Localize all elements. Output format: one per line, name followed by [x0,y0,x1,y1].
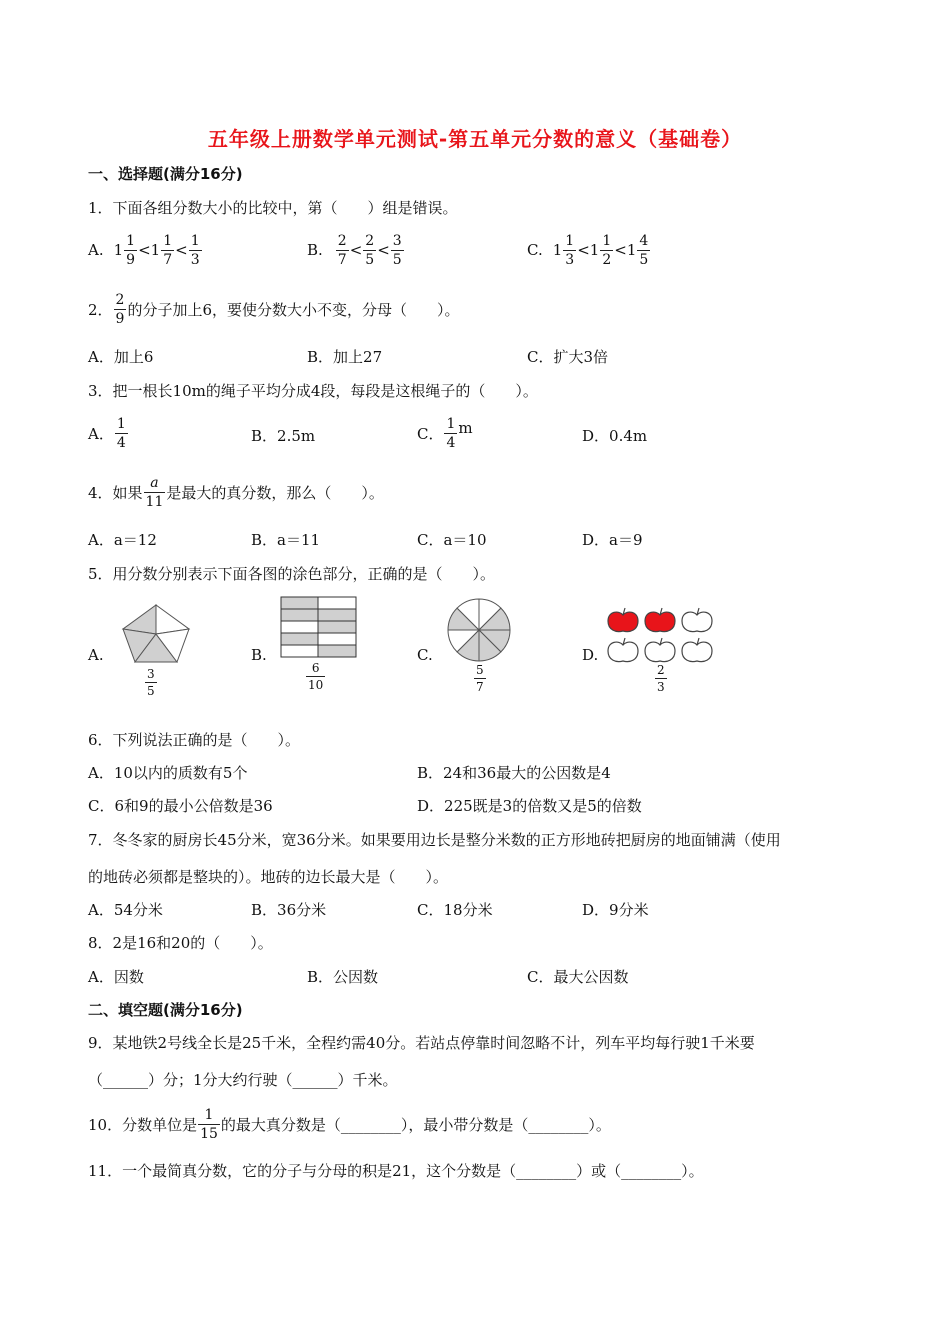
q6-option-a[interactable]: A．10以内的质数有5个 [88,764,248,782]
q5-option-b-label[interactable]: B. [251,646,267,664]
mixed-fraction: 1 $\frac{1}{7}$ [150,232,173,268]
q3-option-c[interactable]: C． $\frac{1}{4}$ m [417,415,473,451]
question-7-line-1: 7．冬冬家的厨房长45分米，宽36分米。如果要用边长是整分米数的正方形地砖把厨房的地面铺满（使用 [88,831,781,849]
circle-figure [446,597,512,663]
option-label: C. [527,241,543,259]
grid-cell-shaded [281,609,318,621]
less-than-sign: < [175,241,188,259]
grid-rectangle-figure [280,596,358,660]
q8-option-c[interactable]: C．最大公因数 [527,968,629,986]
q6-option-c[interactable]: C．6和9的最小公倍数是36 [88,797,273,815]
question-9-line-2[interactable]: （______）分；1分大约行驶（______）千米。 [88,1071,398,1089]
grid-cell-shaded [281,633,318,645]
q8-option-a[interactable]: A．因数 [88,968,144,986]
q2-option-a[interactable]: A．加上6 [88,348,154,366]
q5-option-a-label[interactable]: A. [88,646,104,664]
fraction: $\frac{1}{3}$ [190,232,200,268]
q4-option-c[interactable]: C．a＝10 [417,531,487,549]
fraction: $\frac{3}{5}$ [392,232,402,268]
q2-option-b[interactable]: B．加上27 [307,348,383,366]
page-title: 五年级上册数学单元测试-第五单元分数的意义（基础卷） [207,127,743,151]
q6-option-d[interactable]: D．225既是3的倍数又是5的倍数 [417,797,642,815]
fraction: $\frac{2}{7}$ [337,232,347,268]
question-4-stem: 4．如果 $\frac{a}{11}$ 是最大的真分数，那么（ ）。 [88,474,384,510]
q3-option-a[interactable]: A． $\frac{1}{4}$ [88,415,126,451]
q3-option-b[interactable]: B．2.5m [251,427,316,445]
mixed-fraction: 1 $\frac{1}{3}$ [552,232,575,268]
grid-cell [281,621,318,633]
mixed-fraction: 1 $\frac{4}{5}$ [626,232,649,268]
q5-option-c-label[interactable]: C. [417,646,433,664]
q2-option-c[interactable]: C．扩大3倍 [527,348,609,366]
option-label: B. [307,241,323,259]
fraction: $\frac{1}{4}$ [116,415,126,451]
question-8-stem: 8．2是16和20的（ ）。 [88,934,273,952]
less-than-sign: < [614,241,627,259]
section-heading-fill: 二、填空题(满分16分) [88,1001,243,1019]
q5-c-fraction: $\frac{5}{7}$ [476,663,484,694]
fraction: $\frac{2}{5}$ [365,232,375,268]
q8-option-b[interactable]: B．公因数 [307,968,379,986]
q1-option-a[interactable] [88,230,203,270]
apples-figure [606,604,718,666]
q7-option-d[interactable]: D．9分米 [582,901,649,919]
grid-cell-shaded [318,621,356,633]
q7-option-c[interactable]: C．18分米 [417,901,493,919]
option-label: A. [88,241,104,259]
q4-option-a[interactable]: A．a＝12 [88,531,157,549]
mixed-fraction: 1 $\frac{1}{9}$ [113,232,136,268]
grid-cell-shaded [318,609,356,621]
section-heading-choice: 一、选择题(满分16分) [88,165,243,183]
question-5-stem: 5．用分数分别表示下面各图的涂色部分，正确的是（ ）。 [88,565,496,583]
question-6-stem: 6．下列说法正确的是（ ）。 [88,731,301,749]
q4-option-b[interactable]: B．a＝11 [251,531,321,549]
q4-option-d[interactable]: D．a＝9 [582,531,643,549]
less-than-sign: < [138,241,151,259]
grid-cell [281,645,318,657]
grid-cell-shaded [281,597,318,609]
question-3-stem: 3．把一根长10m的绳子平均分成4段，每段是这根绳子的（ ）。 [88,382,538,400]
grid-cell-shaded [318,645,356,657]
q5-b-fraction: $\frac{6}{10}$ [308,661,324,692]
fraction: $\frac{1}{15}$ [200,1106,218,1142]
q5-option-d-label[interactable]: D. [582,646,599,664]
question-2-stem: 2． $\frac{2}{9}$ 的分子加上6，要使分数大小不变，分母（ ）。 [88,291,460,327]
fraction: $\frac{2}{9}$ [115,291,125,327]
fraction: $\frac{a}{11}$ [145,474,164,510]
less-than-sign: < [577,241,590,259]
fraction: $\frac{1}{4}$ [446,415,456,451]
pentagon-figure [120,600,192,666]
question-11-stem[interactable]: 11．一个最简真分数，它的分子与分母的积是21，这个分数是（________）或（________）。 [88,1162,704,1180]
mixed-fraction: 1 $\frac{1}{2}$ [589,232,612,268]
q7-option-b[interactable]: B．36分米 [251,901,327,919]
grid-cell [318,597,356,609]
q1-option-b[interactable] [307,230,405,270]
q5-a-fraction: $\frac{3}{5}$ [147,667,155,698]
q3-option-d[interactable]: D．0.4m [582,427,648,445]
q6-option-b[interactable]: B．24和36最大的公因数是4 [417,764,611,782]
q5-d-fraction: $\frac{2}{3}$ [657,663,665,694]
question-10-stem[interactable]: 10．分数单位是 $\frac{1}{15}$ 的最大真分数是（________），最小带分数是（________）。 [88,1106,611,1142]
q7-option-a[interactable]: A．54分米 [88,901,163,919]
question-1-stem: 1．下面各组分数大小的比较中，第（ ）组是错误。 [88,199,458,217]
q1-option-c[interactable] [527,230,651,270]
question-9-line-1: 9．某地铁2号线全长是25千米，全程约需40分。若站点停靠时间忽略不计，列车平均每行驶1千米要 [88,1034,755,1052]
question-7-line-2: 的地砖必须都是整块的）。地砖的边长最大是（ ）。 [88,868,449,886]
less-than-sign: < [377,241,390,259]
grid-cell [318,633,356,645]
less-than-sign: < [349,241,363,259]
